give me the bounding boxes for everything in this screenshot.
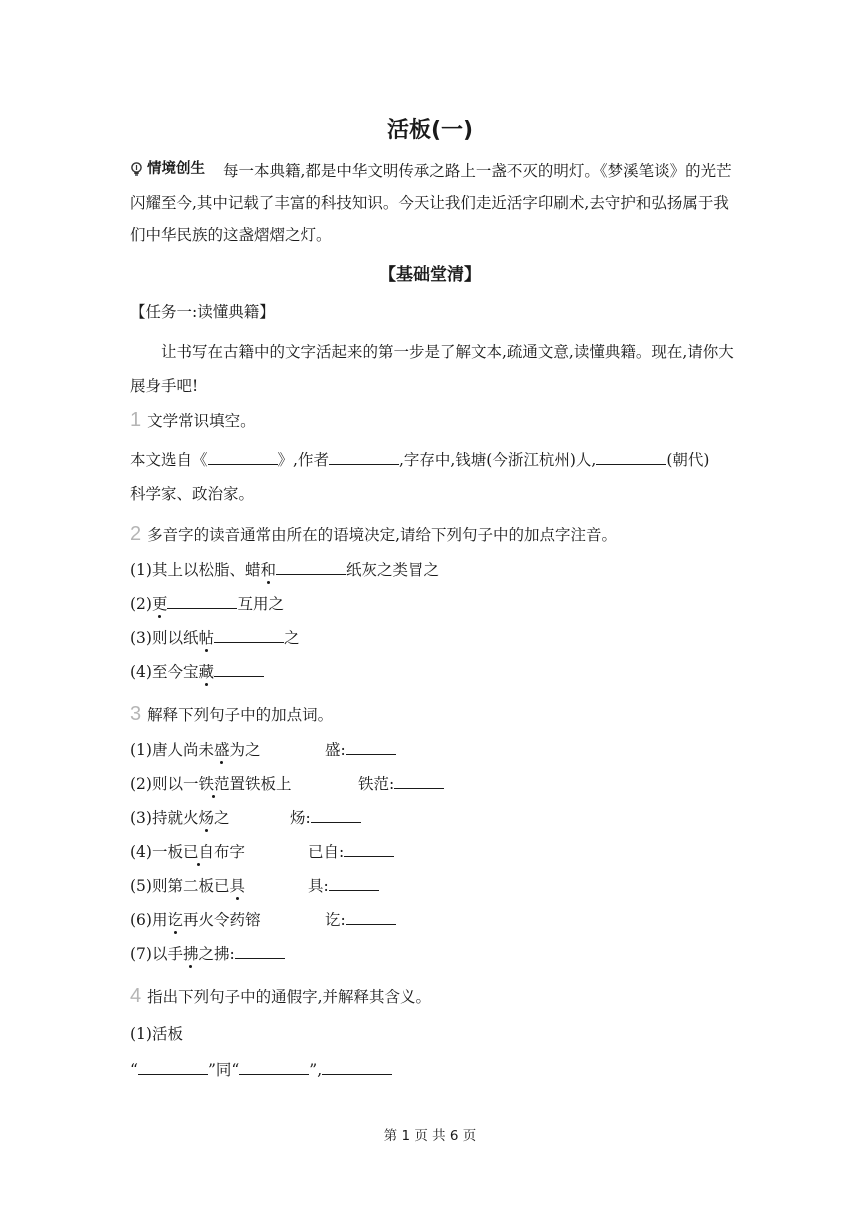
question-2-item-1 (130, 558, 439, 582)
question-number: 2 (130, 523, 142, 545)
text-fragment: 之 (283, 629, 300, 647)
question-2-item-3 (130, 626, 300, 650)
text-fragment: (7)以手 (130, 945, 183, 963)
answer-blank[interactable] (329, 875, 379, 891)
answer-key: 具: (308, 877, 329, 895)
section-title: 【基础堂清】 (379, 265, 481, 285)
question-2-item-4 (130, 660, 264, 684)
text-fragment: 纸灰之类冒之 (345, 561, 439, 579)
question-4-title: 指出下列句子中的通假字,并解释其含义。 (147, 988, 432, 1006)
dotted-character: 拂 (182, 945, 199, 963)
text-fragment: (2) (130, 595, 152, 613)
text-fragment: 》,作者 (277, 451, 329, 469)
text-fragment: (4)至今宝 (130, 663, 199, 681)
answer-blank[interactable] (329, 449, 399, 465)
question-3-answer-3 (290, 806, 361, 830)
question-3-item-5 (130, 874, 245, 898)
text-fragment: (1)唐人尚未 (130, 741, 214, 759)
answer-key: 炀: (290, 809, 311, 827)
dotted-character: 盛 (213, 741, 230, 759)
answer-key: 讫: (325, 911, 346, 929)
intro-text: 每一本典籍,都是中华文明传承之路上一盏不灭的明灯。《梦溪笔谈》的光芒闪耀至今,其中记载了丰富的科技知识。今天让我们走近活字印刷术,去守护和弘扬属于我们中华民族的这盏熠熠之灯。 (130, 162, 732, 244)
dotted-character: 更 (151, 595, 168, 613)
dotted-character: 炀 (198, 809, 214, 827)
text-fragment: (1)其上以松脂、蜡 (130, 561, 261, 579)
answer-blank[interactable] (344, 841, 394, 857)
answer-blank[interactable] (214, 661, 264, 677)
question-3-heading (130, 702, 333, 727)
dotted-character: 帖 (198, 629, 214, 647)
question-3-item-7 (130, 942, 285, 966)
question-3-item-1 (130, 738, 261, 762)
text-fragment: 为之 (229, 741, 261, 759)
text-fragment: “ (130, 1061, 138, 1079)
text-fragment: ”, (309, 1061, 323, 1079)
question-number: 4 (130, 985, 142, 1007)
question-3-item-2 (130, 772, 292, 796)
dotted-character: 已自 (182, 843, 214, 861)
text-fragment: 再火令药镕 (182, 911, 261, 929)
text-fragment: (6)用 (130, 911, 168, 929)
text-fragment: (3)持就火 (130, 809, 199, 827)
dotted-character: 具 (229, 877, 245, 895)
question-1-heading (130, 408, 256, 433)
question-3-answer-1 (325, 738, 396, 762)
page-footer: 第 1 页 共 6 页 (383, 1128, 477, 1144)
lightbulb-icon (130, 162, 143, 176)
intro-paragraph (130, 153, 740, 251)
answer-blank[interactable] (167, 593, 237, 609)
text-fragment: 互用之 (237, 595, 284, 613)
dotted-character: 和 (260, 561, 276, 579)
question-1-line-2: 科学家、政治家。 (130, 485, 255, 503)
text-fragment: 之 (213, 809, 230, 827)
question-2-title: 多音字的读音通常由所在的语境决定,请给下列句子中的加点字注音。 (147, 526, 618, 544)
question-3-item-6 (130, 908, 261, 932)
answer-blank[interactable] (346, 739, 396, 755)
text-fragment: 之 (198, 945, 214, 963)
answer-blank[interactable] (276, 559, 346, 575)
dotted-character: 讫 (167, 911, 183, 929)
question-3-item-3 (130, 806, 230, 830)
scenario-badge (130, 153, 205, 185)
answer-blank[interactable] (346, 909, 396, 925)
question-4-heading (130, 984, 431, 1009)
text-fragment: (3)则以纸 (130, 629, 199, 647)
answer-key: 盛: (325, 741, 346, 759)
task-title: 【任务一:读懂典籍】 (130, 303, 275, 321)
question-3-answer-4 (308, 840, 394, 864)
answer-key: 拂: (214, 945, 235, 963)
answer-blank[interactable] (239, 1059, 309, 1075)
answer-key: 已自: (308, 843, 345, 861)
answer-blank[interactable] (235, 943, 285, 959)
text-fragment: (5)则第二板已 (130, 877, 230, 895)
answer-key: 铁范: (358, 775, 395, 793)
page-title: 活板(一) (386, 118, 474, 143)
answer-blank[interactable] (138, 1059, 208, 1075)
answer-blank[interactable] (311, 807, 361, 823)
answer-blank[interactable] (394, 773, 444, 789)
text-fragment: (4)一板 (130, 843, 183, 861)
question-3-item-4 (130, 840, 245, 864)
dotted-character: 铁范 (198, 775, 230, 793)
text-fragment: ”同“ (207, 1061, 240, 1079)
text-fragment: (2)则以一 (130, 775, 199, 793)
question-3-answer-6 (325, 908, 396, 932)
question-2-item-2 (130, 592, 284, 616)
answer-blank[interactable] (214, 627, 284, 643)
answer-blank[interactable] (208, 449, 278, 465)
question-number: 1 (130, 409, 142, 431)
question-3-title: 解释下列句子中的加点词。 (147, 706, 334, 724)
dotted-character: 藏 (198, 663, 214, 681)
text-fragment: 布字 (213, 843, 245, 861)
question-number: 3 (130, 703, 142, 725)
text-fragment: 本文选自《 (130, 451, 208, 469)
question-4-item-1: (1)活板 (130, 1025, 183, 1043)
task-paragraph: 让书写在古籍中的文字活起来的第一步是了解文本,疏通文意,读懂典籍。现在,请你大展身手吧! (130, 343, 734, 395)
question-1-line-1 (130, 448, 709, 472)
question-1-title: 文学常识填空。 (147, 412, 256, 430)
question-3-answer-2 (358, 772, 444, 796)
text-fragment: ,字存中,钱塘(今浙江杭州)人, (398, 451, 597, 469)
scenario-badge-label: 情境创生 (147, 161, 205, 177)
question-4-answer-line (130, 1058, 392, 1082)
answer-blank[interactable] (322, 1059, 392, 1075)
question-2-heading (130, 522, 617, 547)
question-3-answer-5 (308, 874, 379, 898)
text-fragment: 置铁板上 (229, 775, 292, 793)
answer-blank[interactable] (596, 449, 666, 465)
text-fragment: (朝代) (666, 451, 710, 469)
